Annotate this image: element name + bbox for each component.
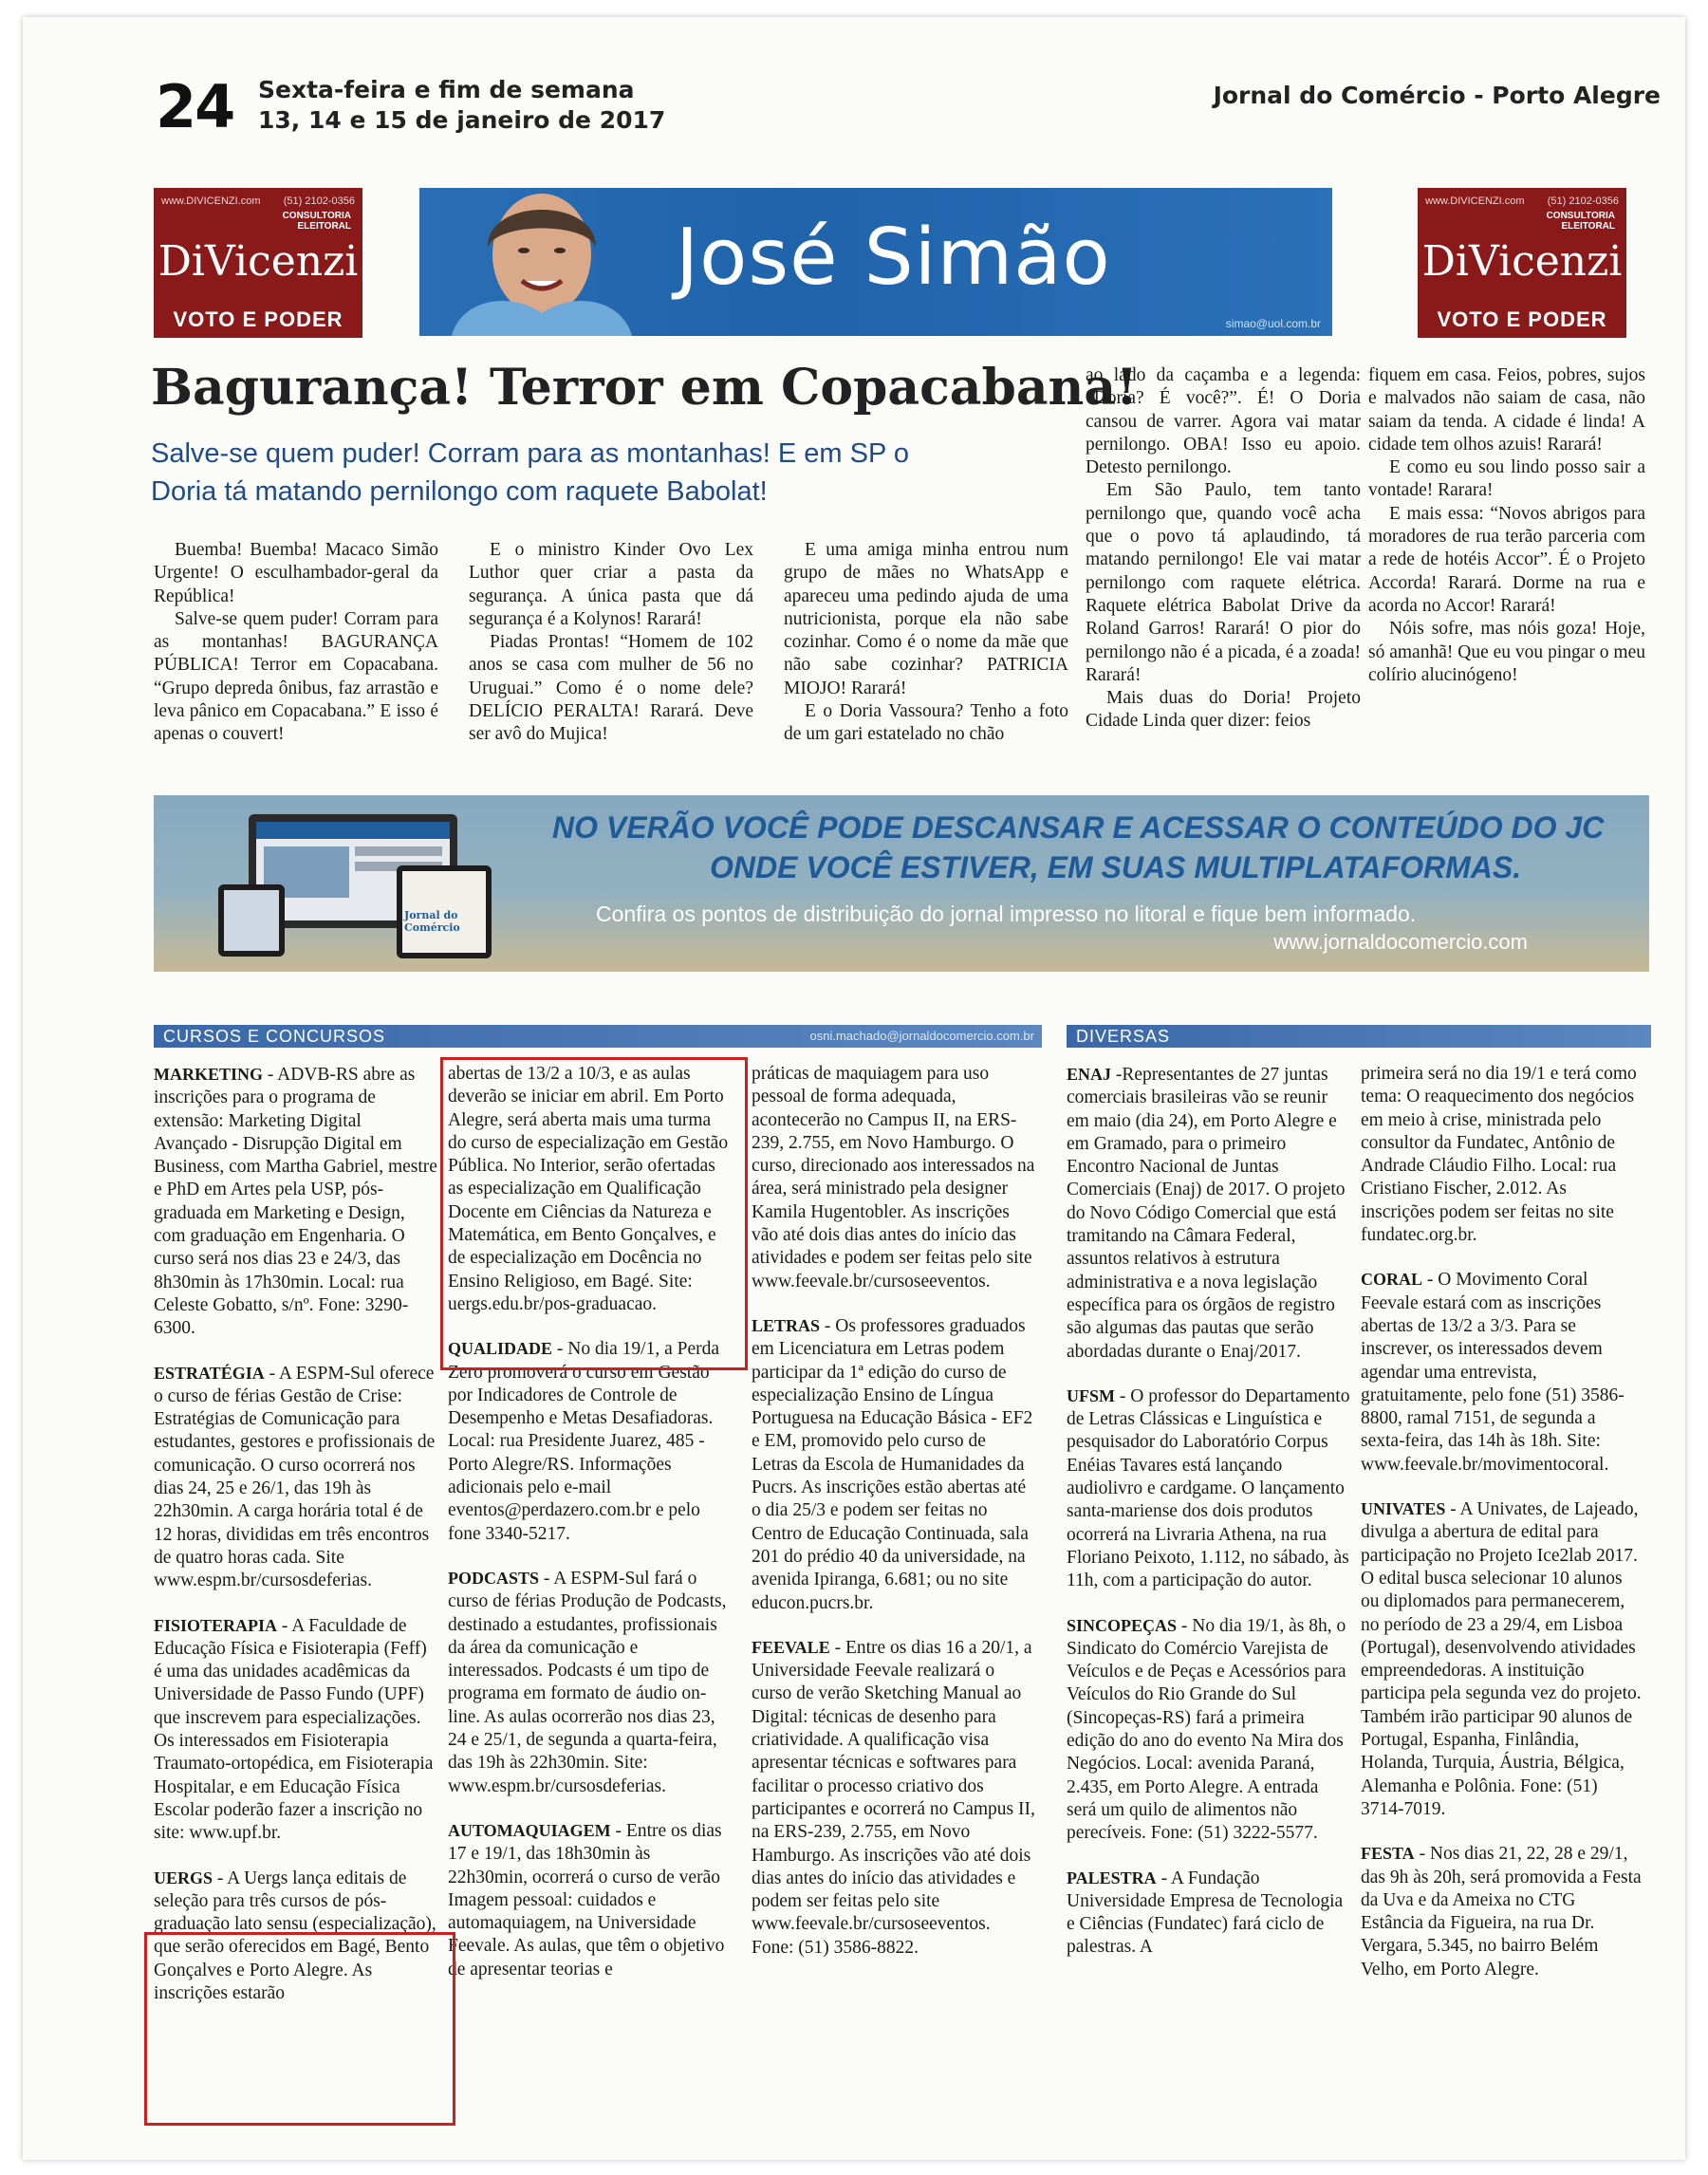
- ad-subtitle: CONSULTORIA ELEITORAL: [282, 211, 351, 232]
- columnist-email: simao@uol.com.br: [1225, 317, 1321, 330]
- article-column-3: [784, 539, 1068, 747]
- highlight-box-uergs: [144, 1932, 455, 2126]
- divicenzi-ad-left: [154, 188, 362, 338]
- article-column-4: [1086, 364, 1361, 734]
- brief-item: [1361, 1063, 1642, 1247]
- highlight-box-uergs-continued: [440, 1057, 748, 1370]
- article-paragraph: Piadas Prontas! “Homem de 102 anos se casa com mulher de 56 no Uruguai.” Como é o nome dele? DELÍCIO PERALTA! Rarará. Deve ser avô do Mujica!: [469, 632, 753, 745]
- article-paragraph: Nóis sofre, mas nóis goza! Hoje, só amanhã! Que eu vou pingar o meu colírio alucinógeno!: [1368, 619, 1645, 685]
- brief-item: [752, 1636, 1036, 1960]
- brief-item: [448, 1819, 733, 1981]
- brief-text: - A ESPM-Sul oferece o curso de férias Gestão de Crise: Estratégias de Comunicação para estudantes, gestores e profissionais de comunicação. O curso ocorrerá nos dias 24, 25 e 26/1, das 19h às 22h30min. A carga horária total é de 12 horas, divididas em três encontros de quatro horas cada. Site www.espm.br/cursosdeferias.: [154, 1363, 436, 1591]
- article-column-1: [154, 539, 438, 747]
- brief-title: CORAL: [1361, 1270, 1423, 1290]
- newspaper-page: [23, 17, 1685, 2160]
- article-headline: Bagurança! Terror em Copacabana!: [151, 359, 1138, 417]
- brief-item: [154, 1063, 438, 1341]
- promo-line-2: ONDE VOCÊ ESTIVER, EM SUAS MULTIPLATAFORMAS.: [710, 850, 1522, 884]
- brief-title: AUTOMAQUIAGEM: [448, 1820, 611, 1840]
- article-paragraph: Mais duas do Doria! Projeto Cidade Linda quer dizer: feios: [1086, 688, 1361, 732]
- briefs-column-1: [154, 1063, 438, 2026]
- brief-text: - Os professores graduados em Licenciatura em Letras podem participar da 1ª edição do curso de especialização Ensino de Língua Portuguesa na Educação Básica - EF2 e EM, promovido pelo curso de Letras da Escola de Humanidades da Pucrs. As inscrições estão abertas até o dia 25/3 e podem ser feitas no Centro de Educação Continuada, sala 201 do prédio 40 da universidade, na avenida Ipiranga, 6.681; ou no site educon.pucrs.br.: [752, 1315, 1033, 1613]
- brief-item: [752, 1063, 1036, 1293]
- section-bar-diversas: [1067, 1025, 1651, 1048]
- promo-url[interactable]: www.jornaldocomercio.com: [1273, 930, 1528, 954]
- brief-title: QUALIDADE: [448, 1339, 553, 1359]
- article-deck: Salve-se quem puder! Corram para as montanhas! E em SP o Doria tá matando pernilongo com raquete Babolat!: [151, 438, 909, 507]
- brief-text: - Entre os dias 17 e 19/1, das 18h30min às 22h30min, ocorrerá o curso de verão Imagem pessoal: cuidados e automaquiagem, na Universidade Feevale. As aulas, que têm o objetivo de apresentar teorias e: [448, 1820, 725, 1980]
- brief-text: - A ESPM-Sul fará o curso de férias Produção de Podcasts, destinado a estudantes, profissionais da área da comunicação e interessados. Podcasts é um tipo de programa em formato de áudio on-line. As aulas ocorrerão nos dias 23, 24 e 25/1, de segunda a quarta-feira, das 19h às 22h30min. Site: www.espm.br/cursosdeferias.: [448, 1568, 727, 1796]
- brief-title: ENAJ: [1067, 1065, 1112, 1084]
- ad-site: www.DIVICENZI.com: [161, 195, 261, 207]
- brief-item: [752, 1314, 1036, 1615]
- article-paragraph: E uma amiga minha entrou num grupo de mães no WhatsApp e apareceu uma pedindo ajuda de uma nutricionista, porque ela não sabe cozinhar. Como é o nome da mãe que não sabe cozinhar? PATRICIA MIOJO! Rarará!: [784, 540, 1068, 698]
- brief-item: [1361, 1268, 1642, 1477]
- brief-text: - A Univates, de Lajeado, divulga a abertura de edital para participação no Projeto Ice2lab 2017. O edital busca selecionar 10 alunos ou diplomados para permanecerem, no período de 23 a 29/4, em Lisboa (Portugal), desenvolvendo atividades empreendedoras. A instituição participa pela segunda vez do projeto. Também irão participar 90 alunos de Portugal, Espanha, Finlândia, Holanda, Turquia, Áustria, Bélgica, Alemanha e Polônia. Fone: (51) 3714-7019.: [1361, 1499, 1642, 1819]
- section-bar-cursos: [154, 1025, 1042, 1048]
- promo-line-3: Confira os pontos de distribuição do jornal impresso no litoral e fique bem informado.: [596, 902, 1417, 926]
- device-logo: Jornal do Comércio: [404, 909, 460, 934]
- briefs-column-3: [752, 1063, 1036, 1980]
- briefs-column-4: [1067, 1063, 1351, 1980]
- ad-site: www.DIVICENZI.com: [1425, 195, 1525, 207]
- ad-tagline: VOTO E PODER: [173, 307, 343, 331]
- brief-text: - Entre os dias 16 a 20/1, a Universidade Feevale realizará o curso de verão Sketching Manual ao Digital: técnicas de desenho para criatividade. A qualificação visa apresentar técnicas e softwares para facilitar o processo criativo dos participantes e ocorrerá no Campus II, na ERS-239, 2.755, em Novo Hamburgo. As inscrições vão até dois dias antes do início das atividades e podem ser feitas pelo site www.feevale.br/cursoseeventos. Fone: (51) 3586-8822.: [752, 1637, 1035, 1958]
- brief-text: - No dia 19/1, a Perda Zero promoverá o curso em Gestão por Indicadores de Controle de Desempenho e Metas Desafiadoras. Local: rua Presidente Juarez, 485 - Porto Alegre/RS. Informações adicionais pelo e-mail eventos@perdazero.com.br e pelo fone 3340-5217.: [448, 1339, 720, 1544]
- section-title-cursos: CURSOS E CONCURSOS: [163, 1027, 386, 1046]
- brief-text: - A Faculdade de Educação Física e Fisioterapia (Feff) é uma das unidades acadêmicas da Universidade de Passo Fundo (UPF) que inscrevem para especializações. Os interessados em Fisioterapia Traumato-ortopédica, em Fisioterapia Hospitalar, e em Educação Física Escolar poderão fazer a inscrição no site: www.upf.br.: [154, 1615, 434, 1844]
- brief-text: - O professor do Departamento de Letras Clássicas e Linguística e pesquisador do Laboratório Corpus Enéias Tavares está lançando audiolivro e cardgame. O lançamento santa-mariense dos dois produtos ocorrerá na Livraria Athena, na rua Floriano Peixoto, 1.112, no sábado, às 11h, com a participação do autor.: [1067, 1385, 1350, 1591]
- article-column-5: [1368, 364, 1645, 687]
- article-paragraph: Buemba! Buemba! Macaco Simão Urgente! O esculhambador-geral da República!: [154, 540, 438, 606]
- brief-item: [1067, 1867, 1351, 1960]
- brief-text: práticas de maquiagem para uso pessoal de forma adequada, acontecerão no Campus II, na ERS-239, 2.755, em Novo Hamburgo. O curso, direcionado aos interessados na área, será ministrado pela designer Kamila Hugentobler. As inscrições vão até dois dias antes do início das atividades e podem ser feitas pelo site www.feevale.br/cursoseeventos.: [752, 1064, 1035, 1292]
- ad-phone: (51) 2102-0356: [1547, 195, 1619, 207]
- ad-brand: DiVicenzi: [1421, 237, 1623, 286]
- columnist-banner: [419, 188, 1332, 336]
- promo-banner: [154, 795, 1649, 972]
- article-paragraph: fiquem em casa. Feios, pobres, sujos e malvados não saiam de casa, não saiam da tenda. A cidade é linda! A cidade tem olhos azuis! Rarará!: [1368, 365, 1645, 455]
- date-line-2: 13, 14 e 15 de janeiro de 2017: [258, 106, 666, 134]
- brief-text: primeira será no dia 19/1 e terá como tema: O reaquecimento dos negócios em meio à crise, ministrada pelo consultor da Fundatec, Antônio de Andrade Cláudio Filho. Local: rua Cristiano Fischer, 2.012. As inscrições podem ser feitas no site fundatec.org.br.: [1361, 1064, 1637, 1246]
- columnist-photo: [433, 188, 651, 336]
- ad-tagline: VOTO E PODER: [1437, 307, 1607, 331]
- article-paragraph: ao lado da caçamba e a legenda: “Doria? É você?”. É! O Doria cansou de varrer. Agora vai matar pernilongo. OBA! Isso eu apoio. Detesto pernilongo.: [1086, 365, 1361, 478]
- newspaper-name: Jornal do Comércio - Porto Alegre: [1213, 82, 1661, 109]
- article-paragraph: E o ministro Kinder Ovo Lex Luthor quer criar a pasta da segurança. A única pasta que dá segurança é a Kolynos! Rarará!: [469, 540, 753, 629]
- brief-title: FISIOTERAPIA: [154, 1615, 278, 1635]
- brief-text: - A Fundação Universidade Empresa de Tecnologia e Ciências (Fundatec) fará ciclo de palestras. A: [1067, 1868, 1344, 1958]
- promo-line-1: NO VERÃO VOCÊ PODE DESCANSAR E ACESSAR O CONTEÚDO DO JC: [552, 810, 1605, 845]
- brief-text: - ADVB-RS abre as inscrições para o programa de extensão: Marketing Digital Avançado - Disrupção Digital em Business, com Martha Gabriel, mestre e PhD em Artes pela USP, pós-graduada em Marketing e Design, com graduação em Engenharia. O curso será nos dias 23 e 24/3, das 8h30min às 17h30min. Local: rua Celeste Gobatto, s/nº. Fone: 3290-6300.: [154, 1065, 437, 1339]
- brief-item: [154, 1614, 438, 1846]
- briefs-column-5: [1361, 1063, 1642, 2002]
- date-line-1: Sexta-feira e fim de semana: [258, 76, 635, 103]
- brief-item: [1067, 1385, 1351, 1593]
- section-email: osni.machado@jornaldocomercio.com.br: [809, 1029, 1034, 1043]
- brief-text: - O Movimento Coral Feevale estará com as inscrições abertas de 13/2 a 3/3. Para se inscrever, os interessados devem agendar uma entrevista, gratuitamente, pelo fone (51) 3586-8800, ramal 7151, de segunda a sexta-feira, das 14h às 18h. Site: www.feevale.br/movimentocoral.: [1361, 1270, 1624, 1475]
- brief-item: [1067, 1614, 1351, 1846]
- brief-item: [1361, 1497, 1642, 1821]
- brief-text: - No dia 19/1, às 8h, o Sindicato do Comércio Varejista de Veículos e de Peças e Acessórios para Veículos do Rio Grande do Sul (Sincopeças-RS) fará a primeira edição do ano do evento Na Mira dos Negócios. Local: avenida Paraná, 2.435, em Porto Alegre. A entrada será um quilo de alimentos não perecíveis. Fone: (51) 3222-5577.: [1067, 1615, 1346, 1844]
- article-paragraph: E como eu sou lindo posso sair a vontade! Rarara!: [1368, 457, 1645, 501]
- brief-item: [154, 1362, 438, 1593]
- brief-title: FESTA: [1361, 1844, 1415, 1864]
- ad-phone: (51) 2102-0356: [283, 195, 355, 207]
- page-number: 24: [156, 72, 234, 141]
- brief-text: - Nos dias 21, 22, 28 e 29/1, das 9h às 20h, será promovida a Festa da Uva e da Ameixa no CTG Estância da Figueira, na rua Dr. Vergara, 5.345, no bairro Belém Velho, em Porto Alegre.: [1361, 1844, 1642, 1980]
- article-paragraph: E mais essa: “Novos abrigos para moradores de rua terão parceria com a rede de hotéis Accor”. É o Projeto Accorda! Rarará. Dorme na rua e acorda no Accor! Rarará!: [1368, 503, 1645, 616]
- article-paragraph: Em São Paulo, tem tanto pernilongo que, quando você acha que o povo tá aplaudindo, tá matando pernilongo! Ele vai matar pernilongo com raquete elétrica. Raquete elétrica Babolat Drive da Roland Garros! Rarará! O pior do pernilongo não é a picada, é a zoada! Rarará!: [1086, 480, 1361, 685]
- brief-text: - A Uergs lança editais de seleção para três cursos de pós-graduação lato sensu (especialização), que serão oferecidos em Bagé, Bento Gonçalves e Porto Alegre. As inscrições estarão: [154, 1868, 436, 2003]
- brief-item: [1361, 1842, 1642, 1981]
- devices-illustration: [211, 809, 495, 962]
- brief-title: PALESTRA: [1067, 1868, 1157, 1887]
- brief-text: -Representantes de 27 juntas comerciais brasileiras vão se reunir em maio (dia 24), em Porto Alegre e em Gramado, para o primeiro Encontro Nacional de Juntas Comerciais (Enaj) de 2017. O projeto do Novo Código Comercial que está tramitando na Câmara Federal, assuntos relativos à estrutura administrativa e a nova legislação específica para os órgãos de registro são algumas das pautas que serão abordadas durante o Enaj/2017.: [1067, 1065, 1346, 1362]
- brief-title: LETRAS: [752, 1315, 821, 1335]
- brief-title: SINCOPEÇAS: [1067, 1615, 1178, 1635]
- brief-title: UFSM: [1067, 1385, 1115, 1405]
- ad-subtitle: CONSULTORIA ELEITORAL: [1546, 211, 1615, 232]
- article-paragraph: Salve-se quem puder! Corram para as montanhas! BAGURANÇA PÚBLICA! Terror em Copacabana. “Grupo depreda ônibus, faz arrastão e leva pânico em Copacabana.” E isso é apenas o couvert!: [154, 608, 438, 745]
- section-title-diversas: DIVERSAS: [1076, 1027, 1171, 1046]
- brief-title: MARKETING: [154, 1065, 264, 1084]
- brief-title: ESTRATÉGIA: [154, 1363, 265, 1383]
- ad-brand: DiVicenzi: [158, 237, 359, 286]
- brief-item: [448, 1567, 733, 1798]
- brief-item: [1067, 1063, 1351, 1364]
- brief-title: UNIVATES: [1361, 1499, 1446, 1519]
- columnist-name: José Simão: [676, 213, 1111, 303]
- brief-title: FEEVALE: [752, 1637, 830, 1657]
- divicenzi-ad-right: [1418, 188, 1626, 338]
- article-paragraph: E o Doria Vassoura? Tenho a foto de um gari estatelado no chão: [784, 701, 1068, 745]
- brief-text: abertas de 13/2 a 10/3, e as aulas deverão se iniciar em abril. Em Porto Alegre, será aberta mais uma turma do curso de especialização em Gestão Pública. No Interior, serão ofertadas as especialização em Qualificação Docente em Ciências da Natureza e Matemática, em Bento Gonçalves, e de especialização em Docência no Ensino Religioso, em Bagé. Site: uergs.edu.br/pos-graduacao.: [448, 1064, 729, 1314]
- brief-title: UERGS: [154, 1868, 214, 1887]
- brief-title: PODCASTS: [448, 1568, 540, 1588]
- article-column-2: [469, 539, 753, 747]
